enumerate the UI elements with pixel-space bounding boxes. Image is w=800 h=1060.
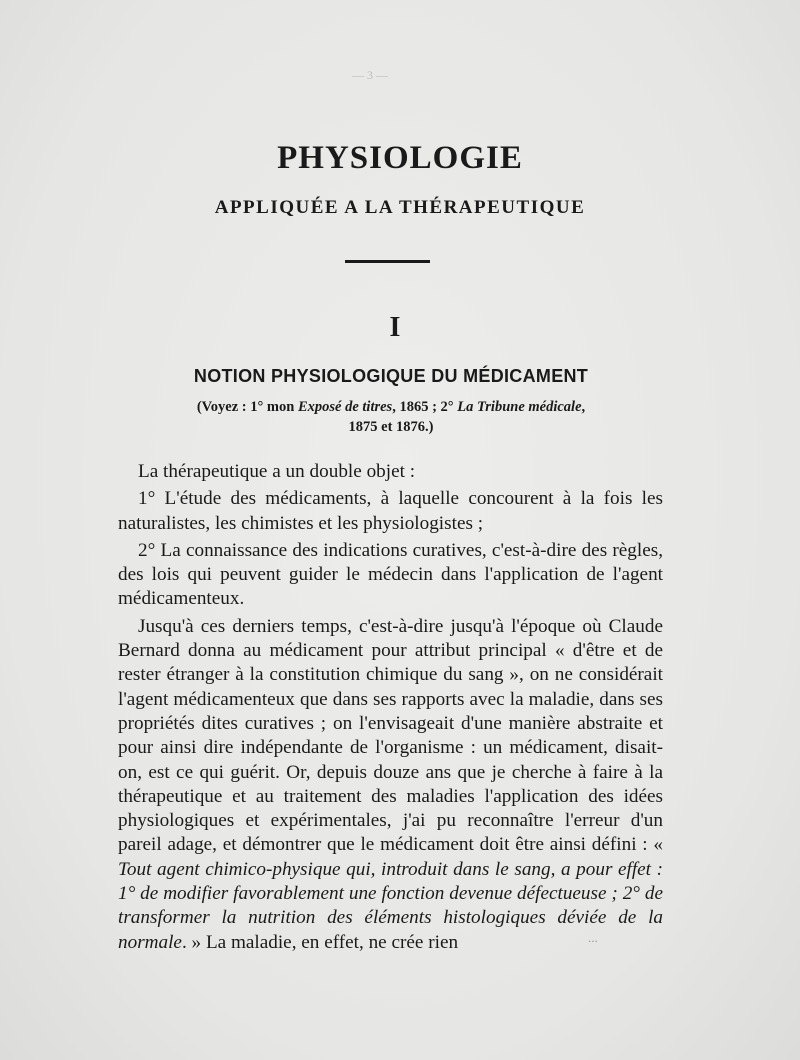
page-folio: — 3 —: [352, 68, 388, 82]
ref-open: (Voyez : 1° mon: [196, 399, 298, 415]
paragraph-4-end: . » La maladie, en effet, ne crée rien: [181, 931, 459, 953]
ref-line-2: 1875 et 1876.): [348, 419, 434, 435]
ref-mid: , 1865 ; 2°: [392, 399, 458, 415]
page-title: PHYSIOLOGIE: [277, 140, 523, 176]
paragraph-1: La thérapeutique a un double objet :: [138, 461, 416, 482]
chapter-numeral: I: [389, 312, 401, 343]
chapter-heading: NOTION PHYSIOLOGIQUE DU MÉDICAMENT: [193, 366, 589, 386]
paragraph-4-text: Jusqu'à ces derniers temps, c'est-à-dire jusqu'à l'époque où Claude Bernard donna au médicament pour attribut principal « d'être et de rester étranger à la constitution chimique du sang », on ne considérait l'agent médicamenteux que dans ses rapports avec la maladie, dans ses propriétés dites curatives ; on l'envisageait d'une manière abstraite et pour ainsi dire indépendante de l'organisme : un médicament, disait-on, est ce qui guérit. Or, depuis douze ans que je cherche à faire à la thérapeutique et au traitement des maladies l'application des idées physiologiques et expérimentales, j'ai pu reconnaître l'erreur d'un pareil adage, et démontrer que le médicament doit être ainsi défini : «: [118, 615, 663, 856]
body-text: [118, 460, 663, 955]
ref-end: ,: [581, 399, 586, 415]
ref-work-2: La Tribune médicale: [457, 399, 582, 415]
paragraph-4: [118, 615, 663, 955]
page-subtitle: APPLIQUÉE A LA THÉRAPEUTIQUE: [214, 197, 586, 218]
ref-work-1: Exposé de titres: [297, 399, 393, 415]
title-rule: [345, 260, 430, 263]
paragraph-3: 2° La connaissance des indications curatives, c'est-à-dire des règles, des lois qui peuvent guider le médecin dans l'application de l'agent médicamenteux.: [118, 539, 663, 610]
paragraph-2: 1° L'étude des médicaments, à laquelle concourent à la fois les naturalistes, les chimistes et les physiologistes ;: [118, 488, 663, 534]
medicament-definition: Tout agent chimico-physique qui, introduit dans le sang, a pour effet : 1° de modifier favorablement une fonction devenue défectueuse ; 2° de transformer la nutrition des éléments histologiques déviée de la normale: [118, 858, 663, 953]
bottom-mark: ...: [588, 930, 598, 945]
chapter-reference: [0, 397, 782, 437]
